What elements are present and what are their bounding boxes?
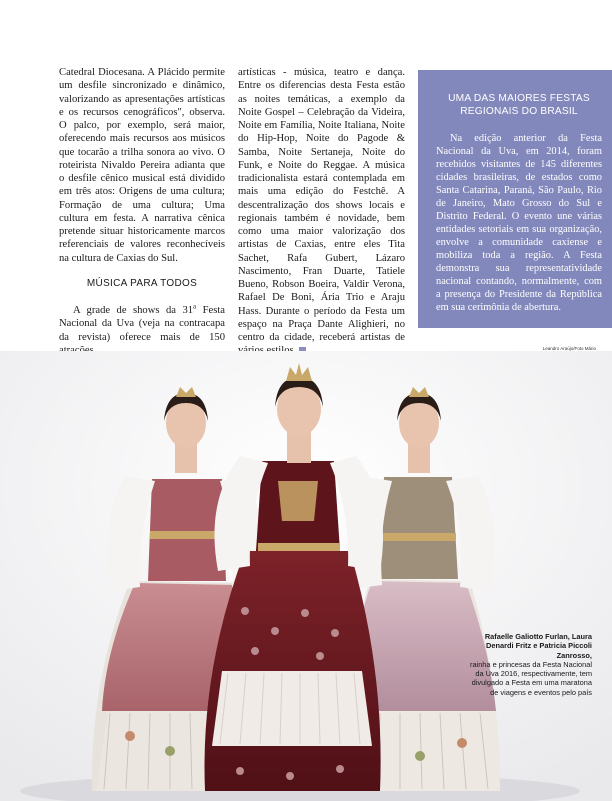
photo-illustration <box>0 351 612 801</box>
article-paragraph <box>238 66 405 358</box>
section-subhead: MÚSICA PARA TODOS <box>86 277 198 289</box>
article-text: A grade de shows da 31 <box>73 305 194 316</box>
article-column-1 <box>59 66 225 357</box>
caption-names: Rafaelle Galiotto Furlan, Laura Denardi Fritz e Patricia Piccoli Zanrosso, <box>484 632 592 660</box>
photo-caption <box>462 632 592 697</box>
ordinal-superscript: a <box>193 302 197 311</box>
photo-credit: Leandro Araújo/Foto Mário <box>542 346 596 351</box>
article-text: Festa Nacional da Uva (veja na contracapa da revista) oferece mais de 150 <box>59 305 225 343</box>
article-column-2 <box>238 66 405 358</box>
sidebar-box <box>418 70 612 328</box>
sidebar-body: Na edição anterior da Festa Nacional da Uva, em 2014, foram recebidos visitantes de 145 diferentes cidades brasileiras, de estados como Santa Catarina, Paraná, São Paulo, Rio de Janeiro, Mato Grosso do Sul e Distrito Federal. O evento une várias entidades setoriais em sua organização, envolve a comunidade caxiense e mobiliza toda a região. A Festa demonstra sua representatividade nacional contando, normalmente, com a presença do Presidente da República em sua cerimônia de abertura. <box>436 133 602 313</box>
sidebar-title: UMA DAS MAIORES FESTAS REGIONAIS DO BRASIL <box>448 93 590 117</box>
article-paragraph: Catedral Diocesana. A Plácido permite um desfile sincronizado e dinâmico, valorizando as apresentações artísticas e os recursos cenográficos", observa. O palco, por exemplo, será maior, oferecendo mais recursos aos músicos que tocarão a trilha sonora ao vivo. O roteirista Nivaldo Pereira adianta que o desfile cênico musical está dividido em três atos: Origens de uma cultura; Formação de uma cultura; Uma cultura em festa. A narrativa cênica pretende situar historicamente marcos referenciais de valores reconhecíveis na cultura de Caxias do Sul. <box>59 67 225 264</box>
photo-three-queens <box>0 351 612 801</box>
caption-description: rainha e princesas da Festa Nacional da Uva 2016, respectivamente, tem divulgado a Festa em uma maratona de viagens e eventos pelo país <box>469 659 592 697</box>
article-text: artísticas - música, teatro e dança. Entre os diferencias desta Festa estão as noites temáticas, a exemplo da Noite Gospel – Celebração da Videira, Noite em Família, Noite Italiana, Noite do Hip-Hop, Noite do Pagode & Samba, Noite Sertaneja, Noite do Funk, e Noite do Reggae. A música tradicionalista estará contemplada em mais uma edição do Festchê. A descentralização dos shows locais e regionais também é novidade, bem como uma maior valorização dos artistas de Caxias, entre eles Tita Sachet, Rafa Gubert, Lázaro Nascimento, Fran Duarte, Tatiele Bueno, Robson Boeira, Valdir Verona, Rafael De Boni, Ária Trio e Araju Hass. Durante o período da Festa um espaço na Praça Dante Alighieri, no centro da cidade, receberá artistas de <box>238 67 405 343</box>
article-paragraph <box>59 304 225 357</box>
